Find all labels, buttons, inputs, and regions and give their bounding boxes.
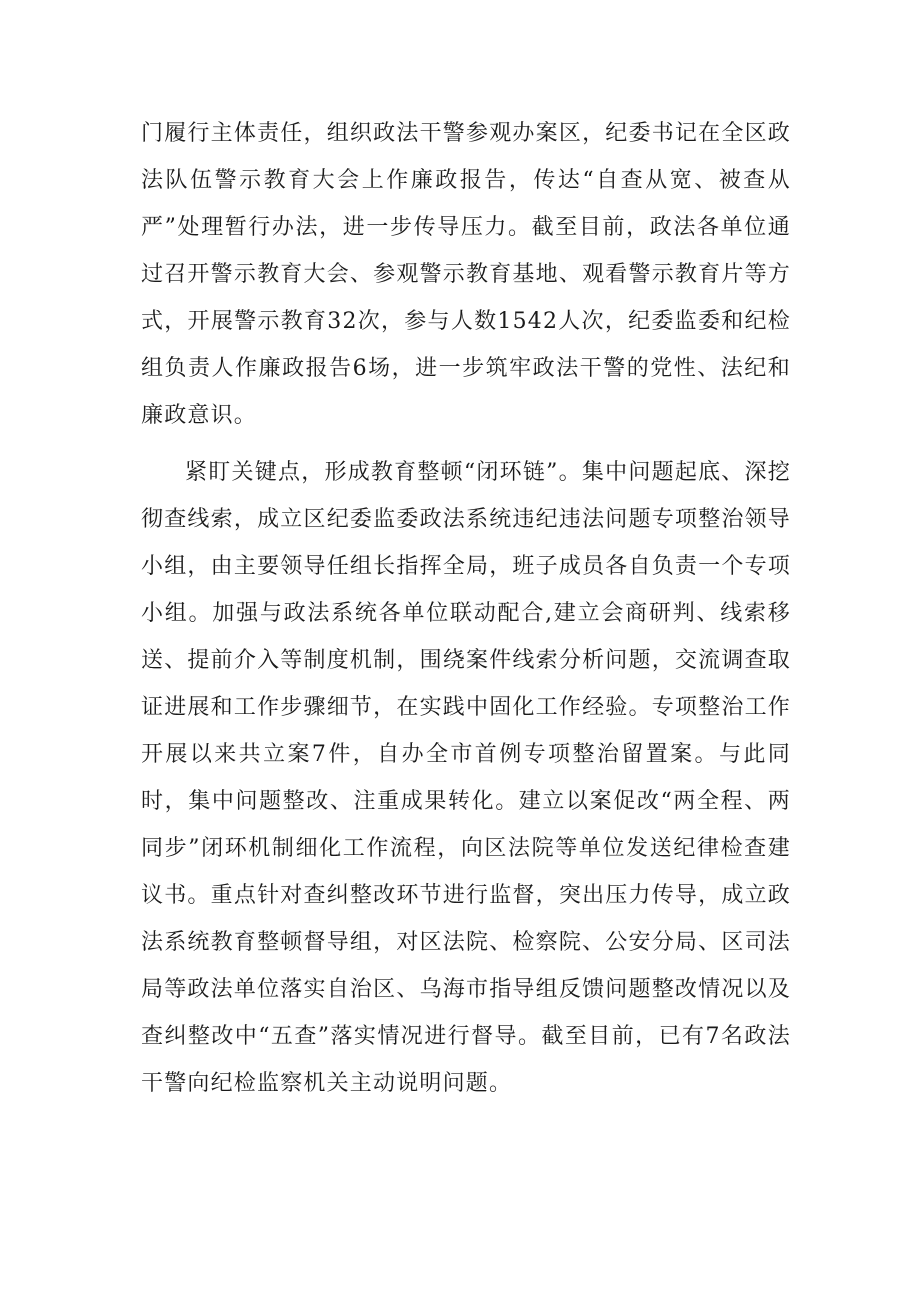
paragraph-closed-loop: 紧盯关键点，形成教育整顿“闭环链”。集中问题起底、深挖彻查线索，成立区纪委监委政法系统违纪违法问题专项整治领导小组，由主要领导任组长指挥全局，班子成员各自负责一个专项小组。加强与政法系统各单位联动配合,建立会商研判、线索移送、提前介入等制度机制，围绕案件线索分析问题，交流调查取证进展和工作步骤细节，在实践中固化工作经验。专项整治工作开展以来共立案7件，自办全市首例专项整治留置案。与此同时，集中问题整改、注重成果转化。建立以案促改“两全程、两同步”闭环机制细化工作流程，向区法院等单位发送纪律检查建议书。重点针对查纠整改环节进行监督，突出压力传导，成立政法系统教育整顿督导组，对区法院、检察院、公安分局、区司法局等政法单位落实自治区、乌海市指导组反馈问题整改情况以及查纠整改中“五查”落实情况进行督导。截至目前，已有7名政法干警向纪检监察机关主动说明问题。 (141, 460, 791, 1096)
document-body (141, 110, 791, 1107)
paragraph-continued: 门履行主体责任，组织政法干警参观办案区，纪委书记在全区政法队伍警示教育大会上作廉政报告，传达“自查从宽、被查从严”处理暂行办法，进一步传导压力。截至目前，政法各单位通过召开警示教育大会、参观警示教育基地、观看警示教育片等方式，开展警示教育32次，参与人数1542人次，纪委监委和纪检组负责人作廉政报告6场，进一步筑牢政法干警的党性、法纪和廉政意识。 (141, 121, 791, 428)
